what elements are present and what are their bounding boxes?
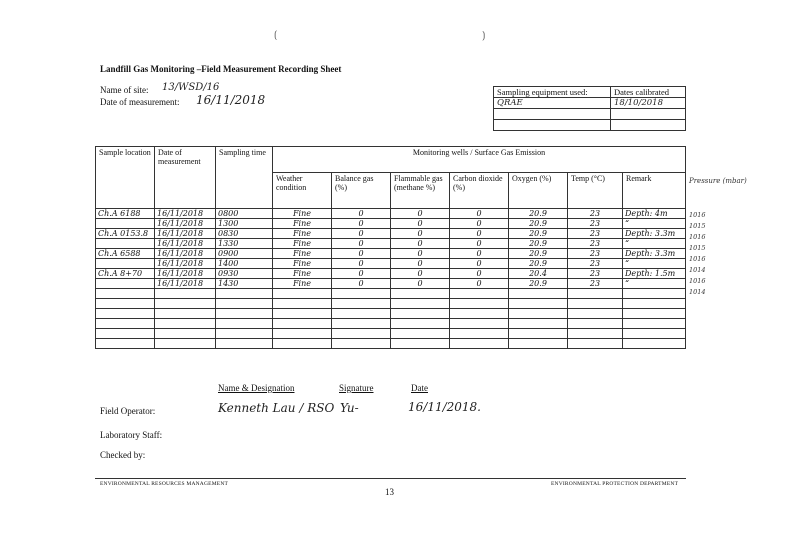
balance-gas-cell bbox=[332, 299, 391, 309]
punch-hole-mark: ⟮ bbox=[274, 30, 278, 41]
temperature-cell bbox=[568, 299, 623, 309]
oxygen-cell: 20.9 bbox=[509, 239, 568, 249]
pressure-value: 1015 bbox=[689, 222, 706, 230]
col-weather: Weather condition bbox=[273, 173, 332, 209]
balance-gas-cell bbox=[332, 309, 391, 319]
oxygen-cell: 20.9 bbox=[509, 209, 568, 219]
carbon-dioxide-cell bbox=[450, 329, 509, 339]
calibration-date bbox=[611, 109, 686, 120]
carbon-dioxide-cell bbox=[450, 299, 509, 309]
carbon-dioxide-cell: 0 bbox=[450, 259, 509, 269]
temperature-cell bbox=[568, 309, 623, 319]
sampling-time-cell bbox=[216, 329, 273, 339]
remark-cell bbox=[623, 299, 686, 309]
name-designation-header: Name & Designation bbox=[218, 383, 295, 393]
temperature-cell: 23 bbox=[568, 229, 623, 239]
signature-header: Signature bbox=[339, 383, 374, 393]
equipment-value bbox=[494, 120, 611, 131]
remark-cell bbox=[623, 289, 686, 299]
sample-location-cell bbox=[96, 319, 155, 329]
oxygen-cell: 20.9 bbox=[509, 229, 568, 239]
temperature-cell: 23 bbox=[568, 219, 623, 229]
measurement-date-cell: 16/11/2018 bbox=[155, 269, 216, 279]
temperature-cell bbox=[568, 339, 623, 349]
weather-condition-cell: Fine bbox=[273, 209, 332, 219]
weather-condition-cell bbox=[273, 299, 332, 309]
weather-condition-cell bbox=[273, 289, 332, 299]
weather-condition-cell bbox=[273, 329, 332, 339]
sample-location-cell bbox=[96, 239, 155, 249]
flammable-gas-cell bbox=[391, 309, 450, 319]
remark-cell: “ bbox=[623, 219, 686, 229]
carbon-dioxide-cell: 0 bbox=[450, 249, 509, 259]
table-row bbox=[96, 259, 686, 269]
col-time: Sampling time bbox=[216, 147, 273, 209]
punch-hole-mark: ⟯ bbox=[482, 30, 486, 41]
calibration-date bbox=[611, 120, 686, 131]
measurement-date-cell: 16/11/2018 bbox=[155, 229, 216, 239]
sample-location-cell: Ch.A 0153.8 bbox=[96, 229, 155, 239]
weather-condition-cell: Fine bbox=[273, 279, 332, 289]
pressure-value: 1014 bbox=[689, 266, 706, 274]
sample-location-cell bbox=[96, 219, 155, 229]
flammable-gas-cell bbox=[391, 329, 450, 339]
sampling-time-cell: 1330 bbox=[216, 239, 273, 249]
remark-cell: “ bbox=[623, 239, 686, 249]
sample-location-cell bbox=[96, 309, 155, 319]
sampling-time-cell bbox=[216, 309, 273, 319]
weather-condition-cell: Fine bbox=[273, 229, 332, 239]
table-row bbox=[96, 299, 686, 309]
balance-gas-cell: 0 bbox=[332, 259, 391, 269]
weather-condition-cell: Fine bbox=[273, 239, 332, 249]
pressure-value: 1016 bbox=[689, 233, 706, 241]
carbon-dioxide-cell: 0 bbox=[450, 229, 509, 239]
temperature-cell: 23 bbox=[568, 279, 623, 289]
sample-location-cell bbox=[96, 259, 155, 269]
sampling-time-cell: 0830 bbox=[216, 229, 273, 239]
measurement-date-cell bbox=[155, 329, 216, 339]
weather-condition-cell: Fine bbox=[273, 259, 332, 269]
balance-gas-cell: 0 bbox=[332, 279, 391, 289]
remark-cell: “ bbox=[623, 259, 686, 269]
weather-condition-cell bbox=[273, 319, 332, 329]
sample-location-cell: Ch.A 6588 bbox=[96, 249, 155, 259]
equipment-value bbox=[494, 109, 611, 120]
checked-by-label: Checked by: bbox=[100, 450, 146, 460]
balance-gas-cell: 0 bbox=[332, 219, 391, 229]
site-name-label: Name of site: bbox=[100, 85, 149, 95]
calibration-header: Dates calibrated bbox=[611, 87, 686, 98]
pressure-value: 1015 bbox=[689, 244, 706, 252]
measurement-date-cell: 16/11/2018 bbox=[155, 249, 216, 259]
measurement-table bbox=[95, 146, 686, 349]
measurement-date-cell: 16/11/2018 bbox=[155, 279, 216, 289]
measurement-date-cell bbox=[155, 319, 216, 329]
field-operator-label: Field Operator: bbox=[100, 406, 156, 416]
sample-location-cell bbox=[96, 329, 155, 339]
sample-location-cell bbox=[96, 289, 155, 299]
oxygen-cell: 20.4 bbox=[509, 269, 568, 279]
carbon-dioxide-cell: 0 bbox=[450, 209, 509, 219]
weather-condition-cell bbox=[273, 339, 332, 349]
weather-condition-cell: Fine bbox=[273, 269, 332, 279]
carbon-dioxide-cell: 0 bbox=[450, 279, 509, 289]
balance-gas-cell: 0 bbox=[332, 209, 391, 219]
pressure-value: 1016 bbox=[689, 255, 706, 263]
laboratory-staff-label: Laboratory Staff: bbox=[100, 430, 163, 440]
temperature-cell: 23 bbox=[568, 249, 623, 259]
carbon-dioxide-cell bbox=[450, 339, 509, 349]
oxygen-cell bbox=[509, 339, 568, 349]
sampling-time-cell bbox=[216, 289, 273, 299]
sample-location-cell bbox=[96, 339, 155, 349]
weather-condition-cell: Fine bbox=[273, 219, 332, 229]
temperature-cell: 23 bbox=[568, 259, 623, 269]
balance-gas-cell: 0 bbox=[332, 269, 391, 279]
col-flammable: Flammable gas (methane %) bbox=[391, 173, 450, 209]
col-location: Sample location bbox=[96, 147, 155, 209]
balance-gas-cell: 0 bbox=[332, 239, 391, 249]
balance-gas-cell: 0 bbox=[332, 249, 391, 259]
remark-cell bbox=[623, 339, 686, 349]
equipment-header: Sampling equipment used: bbox=[494, 87, 611, 98]
temperature-cell: 23 bbox=[568, 239, 623, 249]
oxygen-cell: 20.9 bbox=[509, 279, 568, 289]
carbon-dioxide-cell: 0 bbox=[450, 239, 509, 249]
balance-gas-cell bbox=[332, 339, 391, 349]
sampling-time-cell: 0900 bbox=[216, 249, 273, 259]
remark-cell: Depth: 3.3m bbox=[623, 229, 686, 239]
oxygen-cell bbox=[509, 299, 568, 309]
col-oxygen: Oxygen (%) bbox=[509, 173, 568, 209]
sampling-time-cell bbox=[216, 299, 273, 309]
measurement-date-cell: 16/11/2018 bbox=[155, 239, 216, 249]
oxygen-cell bbox=[509, 329, 568, 339]
table-row bbox=[96, 269, 686, 279]
table-row bbox=[96, 339, 686, 349]
measurement-date-cell: 16/11/2018 bbox=[155, 209, 216, 219]
measurement-date-cell bbox=[155, 299, 216, 309]
remark-cell: Depth: 4m bbox=[623, 209, 686, 219]
table-row bbox=[96, 229, 686, 239]
measurement-date-value: 16/11/2018 bbox=[196, 93, 266, 107]
measurement-date-cell: 16/11/2018 bbox=[155, 219, 216, 229]
table-row bbox=[96, 279, 686, 289]
sample-location-cell: Ch.A 8+70 bbox=[96, 269, 155, 279]
weather-condition-cell bbox=[273, 309, 332, 319]
field-operator-signature: Yu- bbox=[340, 401, 359, 415]
table-row bbox=[96, 319, 686, 329]
flammable-gas-cell bbox=[391, 339, 450, 349]
footer-rule bbox=[95, 478, 686, 479]
flammable-gas-cell: 0 bbox=[391, 209, 450, 219]
table-row bbox=[96, 289, 686, 299]
pressure-header: Pressure (mbar) bbox=[689, 177, 747, 185]
footer-right: ENVIRONMENTAL PROTECTION DEPARTMENT bbox=[551, 481, 679, 487]
remark-cell bbox=[623, 309, 686, 319]
temperature-cell: 23 bbox=[568, 209, 623, 219]
table-row bbox=[96, 249, 686, 259]
col-group-wells: Monitoring wells / Surface Gas Emission bbox=[273, 147, 686, 173]
sample-location-cell: Ch.A 6188 bbox=[96, 209, 155, 219]
measurement-date-cell bbox=[155, 339, 216, 349]
field-operator-date: 16/11/2018. bbox=[408, 400, 481, 414]
sampling-time-cell: 0800 bbox=[216, 209, 273, 219]
table-row bbox=[96, 209, 686, 219]
carbon-dioxide-cell bbox=[450, 319, 509, 329]
remark-cell: Depth: 3.3m bbox=[623, 249, 686, 259]
sampling-time-cell: 0930 bbox=[216, 269, 273, 279]
balance-gas-cell bbox=[332, 329, 391, 339]
field-operator-name: Kenneth Lau / RSO bbox=[218, 401, 335, 415]
oxygen-cell bbox=[509, 309, 568, 319]
carbon-dioxide-cell bbox=[450, 289, 509, 299]
site-name-value: 13/WSD/16 bbox=[162, 82, 220, 93]
carbon-dioxide-cell bbox=[450, 309, 509, 319]
flammable-gas-cell: 0 bbox=[391, 269, 450, 279]
measurement-date-cell: 16/11/2018 bbox=[155, 259, 216, 269]
remark-cell bbox=[623, 319, 686, 329]
pressure-value: 1016 bbox=[689, 277, 706, 285]
sheet-title: Landfill Gas Monitoring –Field Measurement Recording Sheet bbox=[100, 64, 342, 74]
measurement-date-cell bbox=[155, 289, 216, 299]
remark-cell bbox=[623, 329, 686, 339]
table-row bbox=[96, 329, 686, 339]
measurement-date-cell bbox=[155, 309, 216, 319]
flammable-gas-cell: 0 bbox=[391, 249, 450, 259]
temperature-cell bbox=[568, 289, 623, 299]
col-date: Date of measurement bbox=[155, 147, 216, 209]
carbon-dioxide-cell: 0 bbox=[450, 219, 509, 229]
page-number: 13 bbox=[385, 487, 394, 497]
sampling-time-cell bbox=[216, 319, 273, 329]
col-remark: Remark bbox=[623, 173, 686, 209]
flammable-gas-cell: 0 bbox=[391, 239, 450, 249]
oxygen-cell: 20.9 bbox=[509, 219, 568, 229]
flammable-gas-cell bbox=[391, 289, 450, 299]
sample-location-cell bbox=[96, 279, 155, 289]
flammable-gas-cell bbox=[391, 319, 450, 329]
flammable-gas-cell bbox=[391, 299, 450, 309]
weather-condition-cell: Fine bbox=[273, 249, 332, 259]
footer-left: ENVIRONMENTAL RESOURCES MANAGEMENT bbox=[100, 481, 229, 487]
flammable-gas-cell: 0 bbox=[391, 279, 450, 289]
pressure-value: 1016 bbox=[689, 211, 706, 219]
sampling-time-cell: 1300 bbox=[216, 219, 273, 229]
equipment-value: QRAE bbox=[494, 98, 611, 109]
temperature-cell: 23 bbox=[568, 269, 623, 279]
oxygen-cell: 20.9 bbox=[509, 249, 568, 259]
measurement-date-label: Date of measurement: bbox=[100, 97, 180, 107]
equipment-table bbox=[493, 86, 686, 131]
balance-gas-cell: 0 bbox=[332, 229, 391, 239]
flammable-gas-cell: 0 bbox=[391, 229, 450, 239]
col-carbon: Carbon dioxide (%) bbox=[450, 173, 509, 209]
remark-cell: “ bbox=[623, 279, 686, 289]
temperature-cell bbox=[568, 329, 623, 339]
col-temp: Temp (°C) bbox=[568, 173, 623, 209]
calibration-date: 18/10/2018 bbox=[611, 98, 686, 109]
table-row bbox=[96, 309, 686, 319]
pressure-value: 1014 bbox=[689, 288, 706, 296]
remark-cell: Depth: 1.5m bbox=[623, 269, 686, 279]
oxygen-cell: 20.9 bbox=[509, 259, 568, 269]
sample-location-cell bbox=[96, 299, 155, 309]
date-header: Date bbox=[411, 383, 428, 393]
temperature-cell bbox=[568, 319, 623, 329]
sampling-time-cell: 1430 bbox=[216, 279, 273, 289]
table-row bbox=[96, 239, 686, 249]
sampling-time-cell bbox=[216, 339, 273, 349]
table-row bbox=[96, 219, 686, 229]
oxygen-cell bbox=[509, 319, 568, 329]
col-balance: Balance gas (%) bbox=[332, 173, 391, 209]
oxygen-cell bbox=[509, 289, 568, 299]
flammable-gas-cell: 0 bbox=[391, 219, 450, 229]
flammable-gas-cell: 0 bbox=[391, 259, 450, 269]
balance-gas-cell bbox=[332, 289, 391, 299]
balance-gas-cell bbox=[332, 319, 391, 329]
sampling-time-cell: 1400 bbox=[216, 259, 273, 269]
carbon-dioxide-cell: 0 bbox=[450, 269, 509, 279]
